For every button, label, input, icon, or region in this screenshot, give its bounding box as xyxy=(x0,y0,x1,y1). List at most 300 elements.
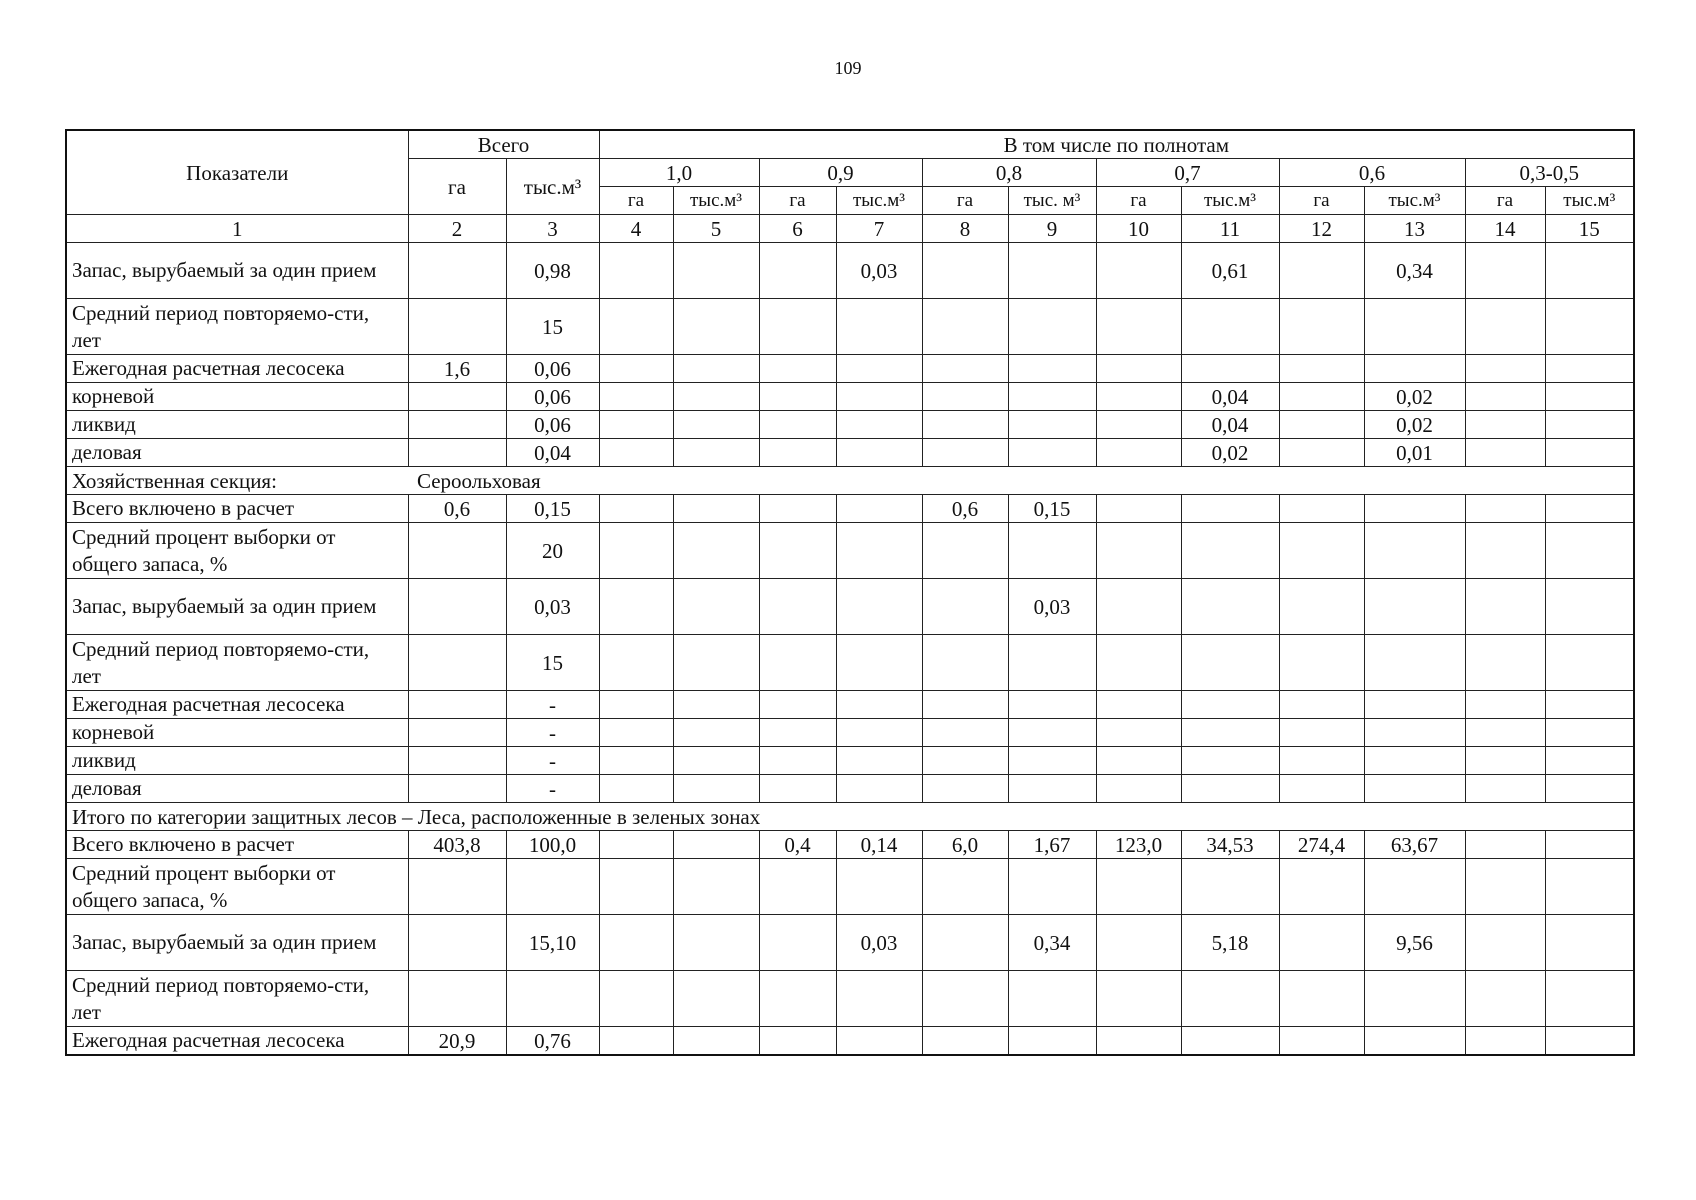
value-cell xyxy=(1545,579,1634,635)
column-number: 6 xyxy=(759,215,836,243)
value-cell xyxy=(1465,859,1545,915)
value-cell xyxy=(1545,859,1634,915)
row-label: деловая xyxy=(66,775,408,803)
table-row xyxy=(66,831,1634,859)
value-cell xyxy=(408,859,506,915)
value-cell xyxy=(1279,523,1364,579)
value-cell xyxy=(1008,523,1096,579)
value-cell xyxy=(673,579,759,635)
sub-header-volume: тыс.м³ xyxy=(836,187,922,215)
row-label: ликвид xyxy=(66,747,408,775)
value-cell xyxy=(922,411,1008,439)
value-cell: 0,15 xyxy=(506,495,599,523)
value-cell: 0,03 xyxy=(506,579,599,635)
value-cell xyxy=(1096,243,1181,299)
value-cell: 0,02 xyxy=(1364,411,1465,439)
value-cell xyxy=(1545,243,1634,299)
total-volume-header: тыс.м³ xyxy=(506,159,599,215)
value-cell xyxy=(408,523,506,579)
value-cell xyxy=(1545,831,1634,859)
value-cell xyxy=(1279,243,1364,299)
value-cell xyxy=(1008,383,1096,411)
total-ha-header: га xyxy=(408,159,506,215)
value-cell xyxy=(1465,719,1545,747)
value-cell xyxy=(1465,355,1545,383)
value-cell xyxy=(1096,411,1181,439)
value-cell xyxy=(759,1027,836,1056)
density-group-header: 1,0 xyxy=(599,159,759,187)
value-cell xyxy=(1096,355,1181,383)
value-cell: 0,14 xyxy=(836,831,922,859)
value-cell xyxy=(408,915,506,971)
sub-header-volume: тыс.м³ xyxy=(1364,187,1465,215)
sub-header-ha: га xyxy=(922,187,1008,215)
value-cell xyxy=(1465,299,1545,355)
density-group-header: 0,9 xyxy=(759,159,922,187)
sub-header-volume: тыс. м³ xyxy=(1008,187,1096,215)
value-cell xyxy=(599,915,673,971)
value-cell xyxy=(408,775,506,803)
value-cell xyxy=(759,579,836,635)
value-cell: 0,06 xyxy=(506,383,599,411)
value-cell xyxy=(599,691,673,719)
column-number-row xyxy=(66,215,1634,243)
value-cell xyxy=(408,971,506,1027)
value-cell: 20 xyxy=(506,523,599,579)
value-cell xyxy=(1181,495,1279,523)
section-label: Хозяйственная секция: xyxy=(72,468,277,493)
value-cell: 0,06 xyxy=(506,355,599,383)
column-number: 7 xyxy=(836,215,922,243)
sub-header-ha: га xyxy=(1279,187,1364,215)
table-row xyxy=(66,915,1634,971)
value-cell xyxy=(673,719,759,747)
value-cell xyxy=(1181,691,1279,719)
value-cell xyxy=(1008,355,1096,383)
table-row xyxy=(66,1027,1634,1056)
forest-table xyxy=(65,129,1635,1056)
value-cell xyxy=(1279,915,1364,971)
value-cell xyxy=(1279,747,1364,775)
value-cell xyxy=(599,579,673,635)
value-cell xyxy=(673,859,759,915)
value-cell xyxy=(599,495,673,523)
value-cell xyxy=(759,439,836,467)
value-cell xyxy=(408,439,506,467)
value-cell xyxy=(673,355,759,383)
value-cell xyxy=(506,971,599,1027)
value-cell xyxy=(1465,691,1545,719)
value-cell: - xyxy=(506,747,599,775)
table-row xyxy=(66,859,1634,915)
value-cell xyxy=(759,383,836,411)
value-cell xyxy=(1279,383,1364,411)
value-cell xyxy=(1181,971,1279,1027)
value-cell xyxy=(599,971,673,1027)
value-cell xyxy=(1008,719,1096,747)
value-cell xyxy=(1545,1027,1634,1056)
value-cell xyxy=(1279,579,1364,635)
value-cell xyxy=(673,243,759,299)
value-cell xyxy=(836,859,922,915)
value-cell: 6,0 xyxy=(922,831,1008,859)
column-number: 12 xyxy=(1279,215,1364,243)
density-group-header: 0,7 xyxy=(1096,159,1279,187)
value-cell xyxy=(599,719,673,747)
value-cell: 0,02 xyxy=(1181,439,1279,467)
value-cell xyxy=(759,635,836,691)
value-cell xyxy=(1008,635,1096,691)
value-cell xyxy=(922,243,1008,299)
value-cell xyxy=(408,747,506,775)
sub-header-ha: га xyxy=(759,187,836,215)
value-cell: 15 xyxy=(506,635,599,691)
value-cell xyxy=(922,439,1008,467)
value-cell xyxy=(1279,411,1364,439)
column-number: 13 xyxy=(1364,215,1465,243)
value-cell xyxy=(1545,691,1634,719)
value-cell xyxy=(1096,915,1181,971)
value-cell xyxy=(1364,523,1465,579)
value-cell xyxy=(922,299,1008,355)
value-cell xyxy=(673,691,759,719)
value-cell: 0,03 xyxy=(836,915,922,971)
table-row xyxy=(66,495,1634,523)
value-cell xyxy=(836,1027,922,1056)
value-cell xyxy=(759,299,836,355)
density-group-header: 0,3-0,5 xyxy=(1465,159,1634,187)
sub-header-ha: га xyxy=(1096,187,1181,215)
value-cell xyxy=(1279,299,1364,355)
value-cell xyxy=(1545,495,1634,523)
value-cell xyxy=(673,775,759,803)
value-cell xyxy=(599,831,673,859)
column-number: 11 xyxy=(1181,215,1279,243)
value-cell xyxy=(836,523,922,579)
value-cell xyxy=(408,635,506,691)
value-cell xyxy=(922,355,1008,383)
value-cell xyxy=(1465,915,1545,971)
value-cell xyxy=(599,523,673,579)
row-label: корневой xyxy=(66,383,408,411)
value-cell xyxy=(599,747,673,775)
table-row xyxy=(66,243,1634,299)
value-cell: 0,06 xyxy=(506,411,599,439)
value-cell xyxy=(759,523,836,579)
by-density-header: В том числе по полнотам xyxy=(599,130,1634,159)
section-row xyxy=(66,467,1634,495)
value-cell xyxy=(1364,691,1465,719)
value-cell xyxy=(599,439,673,467)
value-cell xyxy=(673,831,759,859)
value-cell xyxy=(1096,1027,1181,1056)
value-cell xyxy=(1465,243,1545,299)
value-cell xyxy=(1008,299,1096,355)
sub-header-volume: тыс.м³ xyxy=(1181,187,1279,215)
value-cell xyxy=(1008,243,1096,299)
row-label: Запас, вырубаемый за один прием xyxy=(66,243,408,299)
column-number: 9 xyxy=(1008,215,1096,243)
value-cell xyxy=(673,495,759,523)
value-cell xyxy=(836,411,922,439)
value-cell xyxy=(1364,719,1465,747)
value-cell xyxy=(759,775,836,803)
value-cell xyxy=(1465,495,1545,523)
column-number: 14 xyxy=(1465,215,1545,243)
value-cell: 403,8 xyxy=(408,831,506,859)
value-cell xyxy=(1181,523,1279,579)
table-row xyxy=(66,439,1634,467)
value-cell xyxy=(599,635,673,691)
value-cell: 15 xyxy=(506,299,599,355)
value-cell xyxy=(1364,635,1465,691)
value-cell xyxy=(1096,635,1181,691)
value-cell xyxy=(1545,383,1634,411)
value-cell xyxy=(1181,635,1279,691)
sub-header-ha: га xyxy=(599,187,673,215)
table-row xyxy=(66,775,1634,803)
value-cell xyxy=(1279,859,1364,915)
value-cell: - xyxy=(506,691,599,719)
value-cell xyxy=(922,383,1008,411)
column-number: 15 xyxy=(1545,215,1634,243)
value-cell xyxy=(408,243,506,299)
total-header: Всего xyxy=(408,130,599,159)
table-row xyxy=(66,579,1634,635)
value-cell xyxy=(1364,747,1465,775)
value-cell xyxy=(922,971,1008,1027)
value-cell xyxy=(836,775,922,803)
value-cell xyxy=(922,579,1008,635)
value-cell xyxy=(1008,691,1096,719)
value-cell xyxy=(1181,579,1279,635)
value-cell xyxy=(922,523,1008,579)
value-cell xyxy=(1364,859,1465,915)
value-cell xyxy=(673,383,759,411)
value-cell xyxy=(599,411,673,439)
value-cell xyxy=(1181,355,1279,383)
row-label: Запас, вырубаемый за один прием xyxy=(66,579,408,635)
table-row xyxy=(66,971,1634,1027)
value-cell xyxy=(1181,299,1279,355)
value-cell xyxy=(1465,635,1545,691)
value-cell: 9,56 xyxy=(1364,915,1465,971)
value-cell: 0,04 xyxy=(1181,383,1279,411)
value-cell xyxy=(1364,299,1465,355)
value-cell xyxy=(1465,1027,1545,1056)
value-cell xyxy=(1008,971,1096,1027)
value-cell xyxy=(673,747,759,775)
value-cell xyxy=(1279,355,1364,383)
table-row xyxy=(66,383,1634,411)
value-cell xyxy=(1096,439,1181,467)
value-cell xyxy=(1181,775,1279,803)
value-cell xyxy=(1096,859,1181,915)
row-label: Всего включено в расчет xyxy=(66,495,408,523)
value-cell xyxy=(922,1027,1008,1056)
value-cell xyxy=(1364,579,1465,635)
value-cell: 0,04 xyxy=(506,439,599,467)
value-cell xyxy=(673,523,759,579)
value-cell xyxy=(759,859,836,915)
value-cell xyxy=(1465,439,1545,467)
value-cell xyxy=(1465,579,1545,635)
value-cell xyxy=(759,691,836,719)
column-number: 1 xyxy=(66,215,408,243)
value-cell xyxy=(1279,775,1364,803)
table-row xyxy=(66,691,1634,719)
value-cell xyxy=(1008,439,1096,467)
row-label: Средний период повторяемо-сти, лет xyxy=(66,971,408,1027)
value-cell xyxy=(836,383,922,411)
value-cell: 34,53 xyxy=(1181,831,1279,859)
row-label: Средний процент выборки от общего запаса, % xyxy=(66,859,408,915)
value-cell xyxy=(1465,775,1545,803)
value-cell xyxy=(408,691,506,719)
column-number: 3 xyxy=(506,215,599,243)
value-cell xyxy=(836,747,922,775)
value-cell xyxy=(759,243,836,299)
value-cell: 0,6 xyxy=(408,495,506,523)
value-cell xyxy=(836,495,922,523)
value-cell xyxy=(1181,719,1279,747)
header-row-1 xyxy=(66,130,1634,159)
value-cell xyxy=(759,495,836,523)
value-cell xyxy=(1279,439,1364,467)
value-cell xyxy=(506,859,599,915)
section-name: Сероольховая xyxy=(416,468,541,493)
value-cell: 0,34 xyxy=(1008,915,1096,971)
value-cell xyxy=(1008,775,1096,803)
value-cell xyxy=(759,747,836,775)
value-cell: 0,34 xyxy=(1364,243,1465,299)
column-number: 4 xyxy=(599,215,673,243)
value-cell xyxy=(1545,439,1634,467)
row-label: Ежегодная расчетная лесосека xyxy=(66,1027,408,1056)
value-cell xyxy=(1181,1027,1279,1056)
value-cell xyxy=(759,971,836,1027)
table-row xyxy=(66,719,1634,747)
indicators-header: Показатели xyxy=(66,130,408,215)
value-cell xyxy=(1096,747,1181,775)
table-row xyxy=(66,747,1634,775)
row-label: ликвид xyxy=(66,411,408,439)
value-cell xyxy=(1545,971,1634,1027)
section-cell xyxy=(66,467,1634,495)
value-cell xyxy=(1364,971,1465,1027)
value-cell xyxy=(759,915,836,971)
value-cell xyxy=(759,719,836,747)
row-label: Ежегодная расчетная лесосека xyxy=(66,355,408,383)
value-cell: 20,9 xyxy=(408,1027,506,1056)
value-cell: 0,02 xyxy=(1364,383,1465,411)
value-cell: 0,04 xyxy=(1181,411,1279,439)
row-label: деловая xyxy=(66,439,408,467)
table-row xyxy=(66,635,1634,691)
value-cell xyxy=(922,775,1008,803)
value-cell: 0,03 xyxy=(836,243,922,299)
value-cell xyxy=(1096,719,1181,747)
column-number: 2 xyxy=(408,215,506,243)
value-cell: 0,61 xyxy=(1181,243,1279,299)
row-label: Средний процент выборки от общего запаса, % xyxy=(66,523,408,579)
page-number: 109 xyxy=(834,58,862,78)
value-cell xyxy=(836,719,922,747)
value-cell xyxy=(1364,495,1465,523)
value-cell xyxy=(1545,747,1634,775)
value-cell: 0,15 xyxy=(1008,495,1096,523)
table-row xyxy=(66,299,1634,355)
value-cell: 100,0 xyxy=(506,831,599,859)
value-cell xyxy=(673,439,759,467)
table-row xyxy=(66,355,1634,383)
value-cell: 0,76 xyxy=(506,1027,599,1056)
value-cell xyxy=(1096,299,1181,355)
value-cell xyxy=(836,439,922,467)
value-cell xyxy=(1096,383,1181,411)
column-number: 10 xyxy=(1096,215,1181,243)
value-cell: 0,4 xyxy=(759,831,836,859)
value-cell xyxy=(1181,859,1279,915)
value-cell xyxy=(759,355,836,383)
value-cell xyxy=(922,859,1008,915)
value-cell xyxy=(599,299,673,355)
value-cell xyxy=(836,691,922,719)
value-cell: 15,10 xyxy=(506,915,599,971)
value-cell xyxy=(836,579,922,635)
value-cell xyxy=(408,411,506,439)
sub-header-volume: тыс.м³ xyxy=(1545,187,1634,215)
value-cell xyxy=(1279,691,1364,719)
value-cell xyxy=(599,243,673,299)
value-cell xyxy=(408,579,506,635)
row-label: корневой xyxy=(66,719,408,747)
table-body xyxy=(66,243,1634,1056)
value-cell: 0,6 xyxy=(922,495,1008,523)
value-cell xyxy=(1096,579,1181,635)
value-cell xyxy=(836,355,922,383)
density-group-header: 0,6 xyxy=(1279,159,1465,187)
value-cell xyxy=(1008,859,1096,915)
value-cell xyxy=(1545,915,1634,971)
value-cell xyxy=(1364,355,1465,383)
value-cell: 123,0 xyxy=(1096,831,1181,859)
value-cell: 0,03 xyxy=(1008,579,1096,635)
value-cell xyxy=(1096,971,1181,1027)
value-cell xyxy=(759,411,836,439)
value-cell xyxy=(599,355,673,383)
row-label: Ежегодная расчетная лесосека xyxy=(66,691,408,719)
sub-header-ha: га xyxy=(1465,187,1545,215)
value-cell: - xyxy=(506,719,599,747)
value-cell xyxy=(1465,971,1545,1027)
value-cell xyxy=(1465,523,1545,579)
value-cell xyxy=(599,1027,673,1056)
value-cell xyxy=(1279,495,1364,523)
sub-header-volume: тыс.м³ xyxy=(673,187,759,215)
value-cell: 274,4 xyxy=(1279,831,1364,859)
value-cell xyxy=(1096,775,1181,803)
table-row xyxy=(66,411,1634,439)
row-label: Средний период повторяемо-сти, лет xyxy=(66,299,408,355)
value-cell xyxy=(599,775,673,803)
value-cell xyxy=(1545,355,1634,383)
value-cell xyxy=(673,915,759,971)
value-cell xyxy=(673,1027,759,1056)
value-cell xyxy=(1545,635,1634,691)
value-cell xyxy=(408,719,506,747)
value-cell: 1,6 xyxy=(408,355,506,383)
